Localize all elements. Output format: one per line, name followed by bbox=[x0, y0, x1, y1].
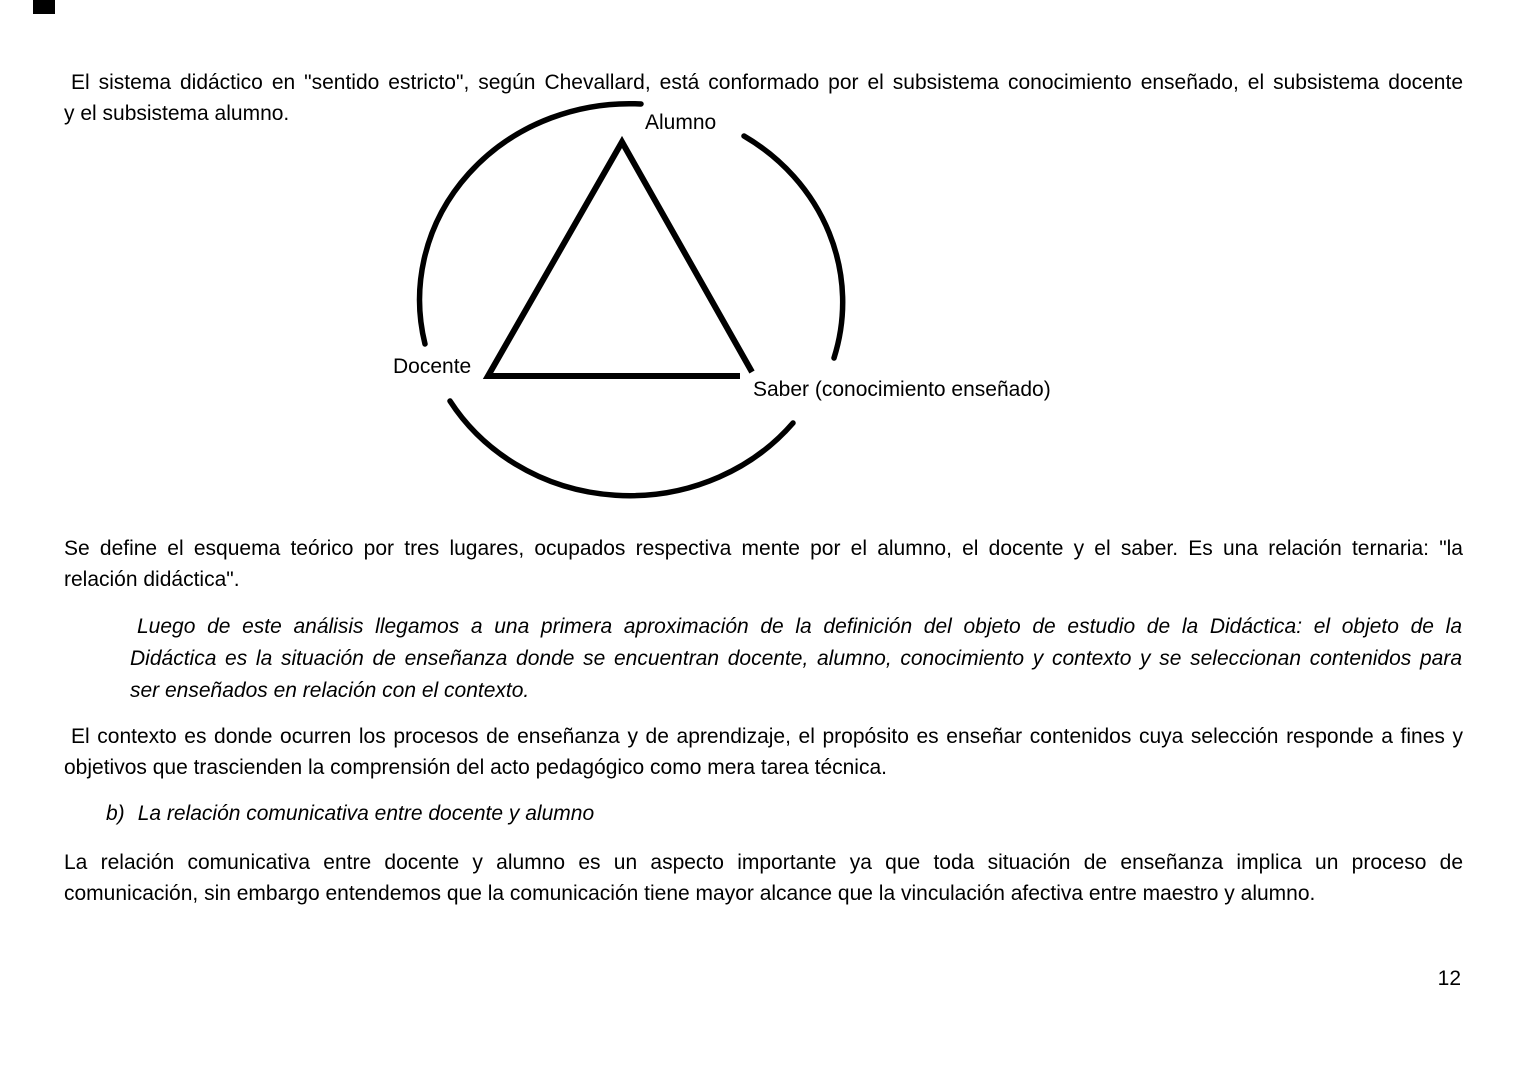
quote-block bbox=[130, 611, 1462, 707]
subsection-title: La relación comunicativa entre docente y alumno bbox=[137, 802, 595, 825]
paragraph-esquema bbox=[64, 533, 1463, 595]
diagram-label-saber: Saber (conocimiento enseñado) bbox=[753, 378, 1051, 401]
diagram-label-alumno: Alumno bbox=[645, 111, 717, 134]
text-line: La relación comunicativa entre docente y alumno es un aspecto importante ya que toda situación de enseñanza implica un proceso de bbox=[64, 851, 1463, 874]
subsection-heading-b bbox=[106, 800, 594, 828]
page-number: 12 bbox=[1437, 967, 1461, 990]
text-line: relación didáctica". bbox=[64, 568, 240, 591]
text-line: Se define el esquema teórico por tres lugares, ocupados respectiva mente por el alumno, el docente y el saber. Es una relación ternaria: "la bbox=[64, 537, 1463, 560]
quote-line: Luego de este análisis llegamos a una primera aproximación de la definición del objeto de estudio de la Didáctica: el objeto de la bbox=[137, 615, 1462, 638]
quote-line: ser enseñados en relación con el contexto. bbox=[130, 679, 530, 702]
subsection-marker: b) bbox=[106, 802, 125, 825]
didactic-triangle-diagram bbox=[370, 88, 1100, 503]
quote-line: Didáctica es la situación de enseñanza donde se encuentran docente, alumno, conocimiento y contexto y se seleccionan contenidos para bbox=[130, 647, 1462, 670]
text-line: El sistema didáctico en "sentido estricto", según Chevallard, está conformado por el subsistema conocimiento enseñado, el subsistema docente bbox=[71, 71, 1463, 94]
scan-artifact-mark bbox=[33, 0, 55, 14]
diagram-label-docente: Docente bbox=[393, 355, 472, 378]
triangle bbox=[488, 142, 752, 376]
circle-arc-right bbox=[744, 136, 843, 358]
circle-arc-bottom bbox=[450, 401, 793, 496]
text-line: comunicación, sin embargo entendemos que la comunicación tiene mayor alcance que la vinculación afectiva entre maestro y alumno. bbox=[64, 882, 1316, 905]
text-line: El contexto es donde ocurren los procesos de enseñanza y de aprendizaje, el propósito es enseñar contenidos cuya selección responde a fines y bbox=[71, 725, 1463, 748]
text-line: objetivos que trascienden la comprensión del acto pedagógico como mera tarea técnica. bbox=[64, 756, 887, 779]
paragraph-relacion-comunicativa bbox=[64, 847, 1463, 909]
paragraph-contexto bbox=[64, 721, 1463, 783]
text-line: y el subsistema alumno. bbox=[64, 102, 290, 125]
